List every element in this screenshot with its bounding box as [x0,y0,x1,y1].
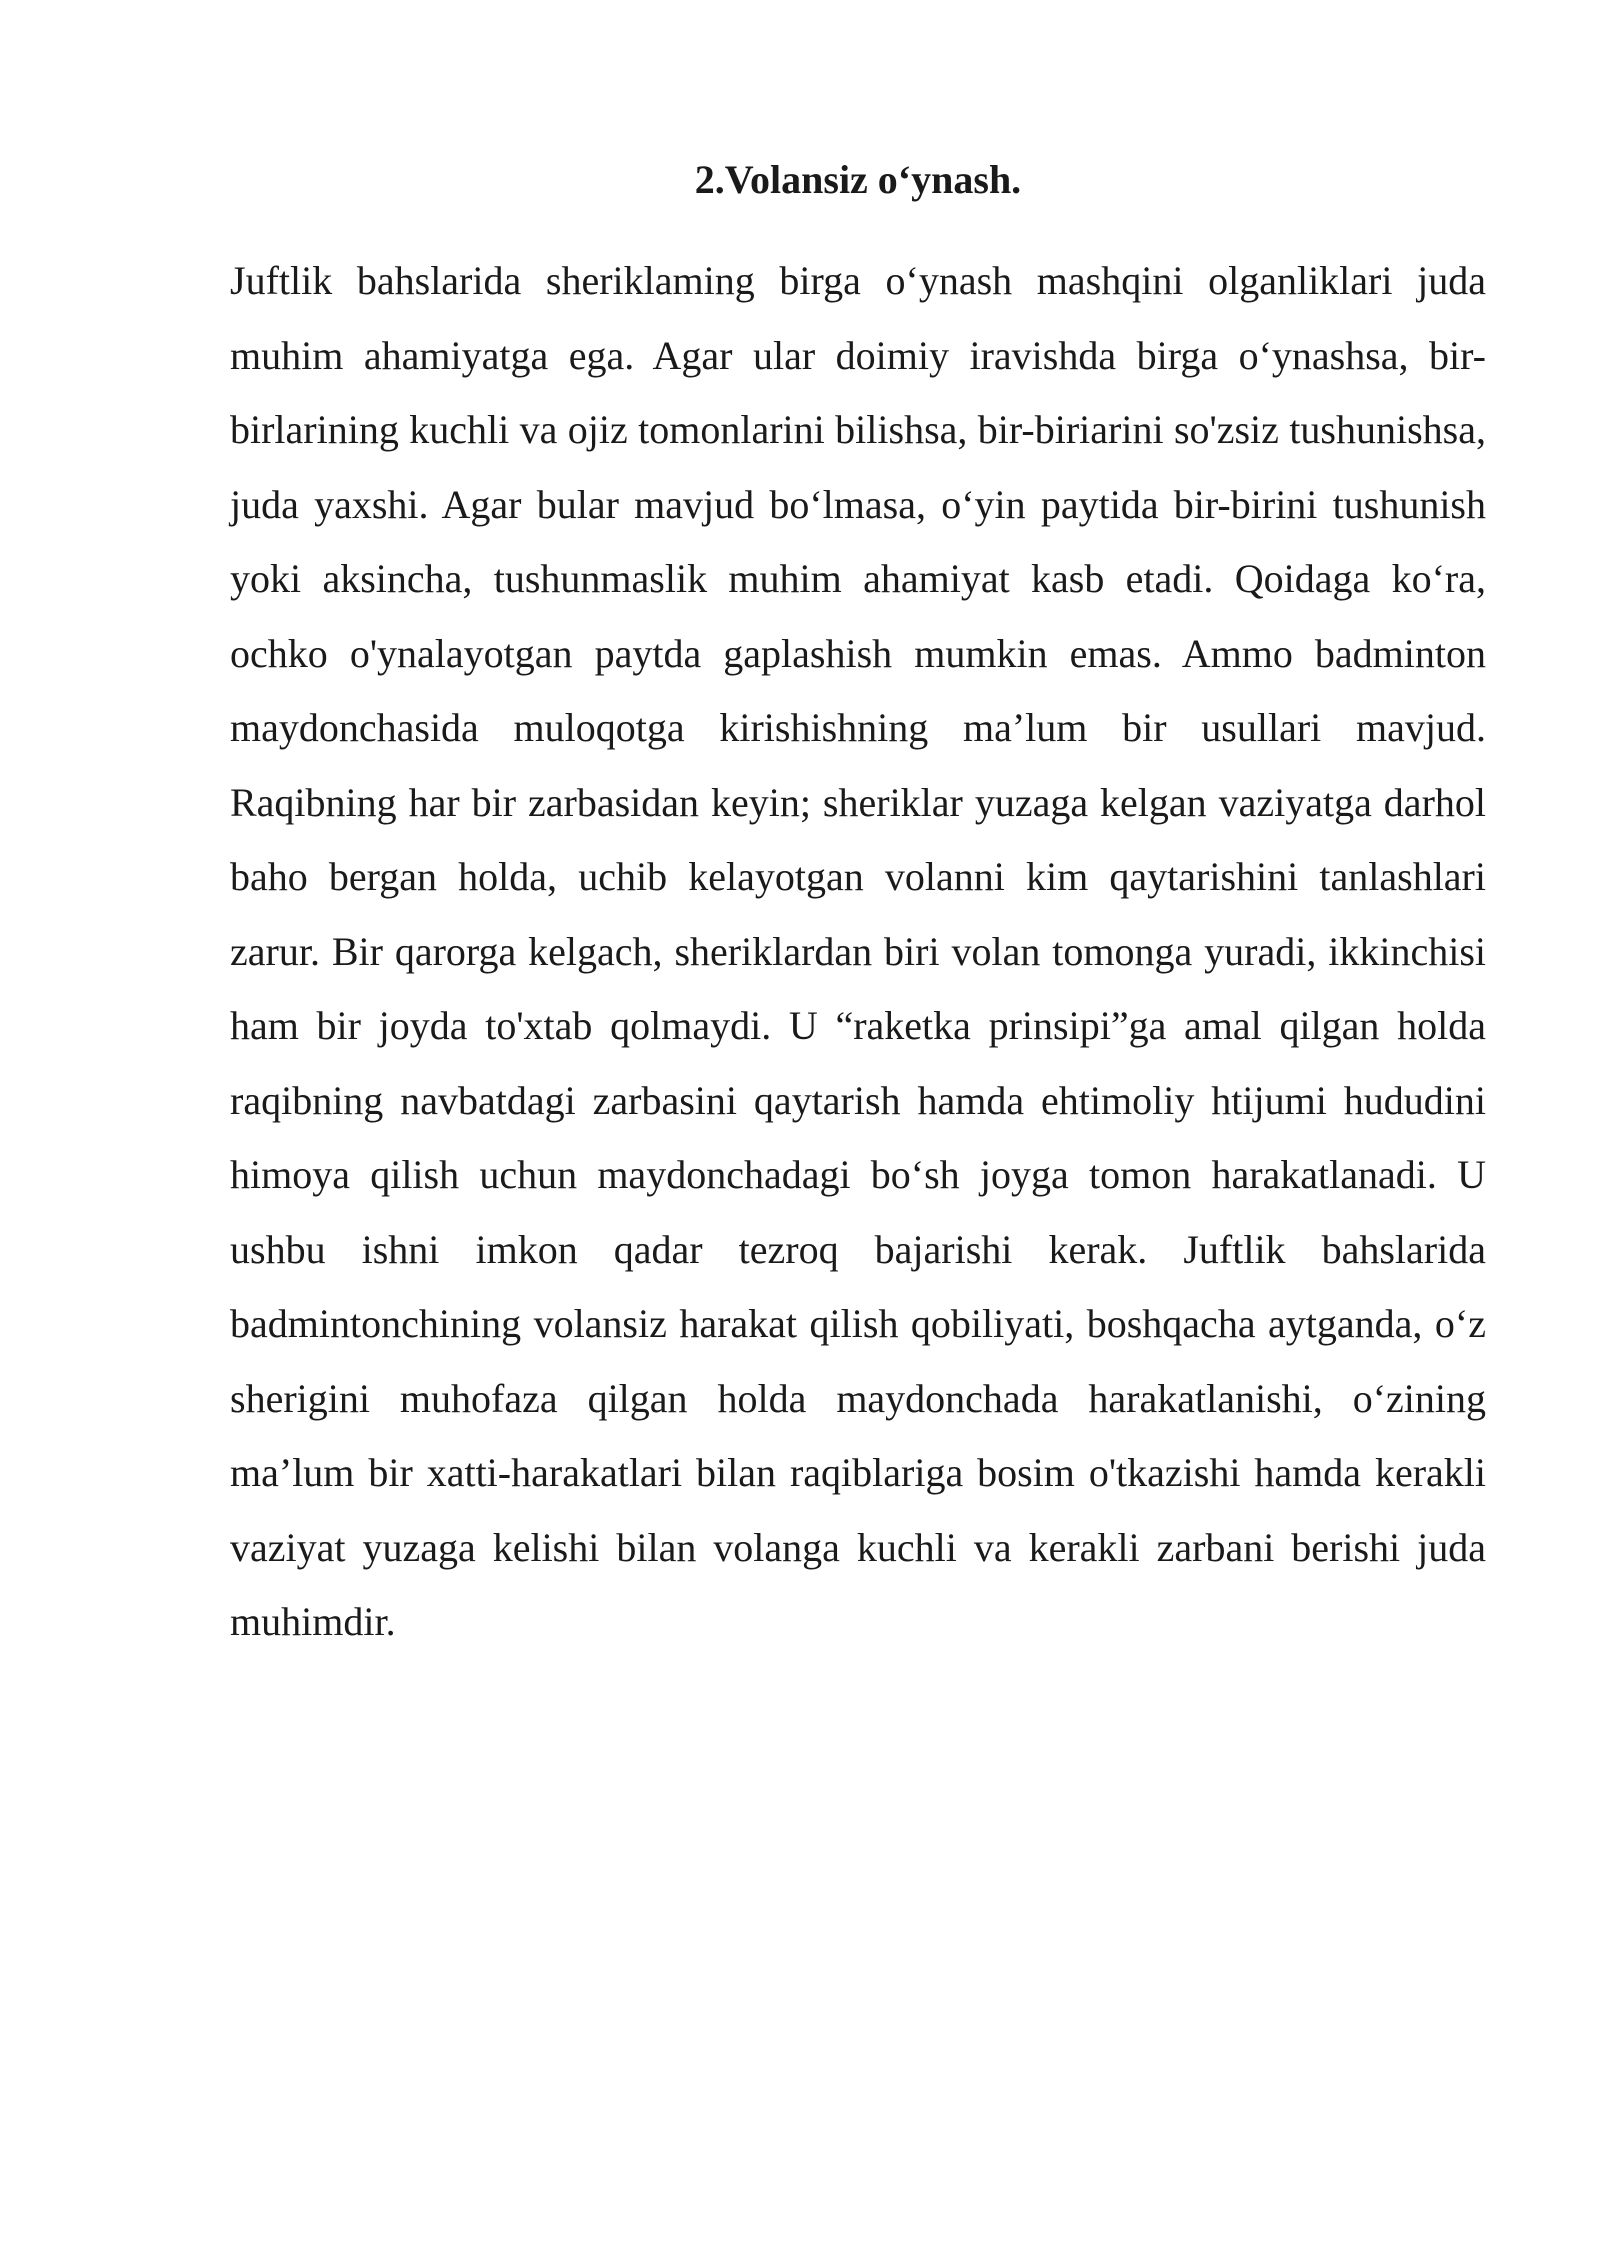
body-paragraph: Juftlik bahslarida sheriklaming birga o‘ynash mashqini olganliklari juda muhim ahamiyatga ega. Agar ular doimiy iravishda birga o‘ynashsa, bir-birlarining kuchli va ojiz tomonlarini bilishsa, bir-biriarini so'zsiz tushunishsa, juda yaxshi. Agar bular mavjud bo‘lmasa, o‘yin paytida bir-birini tushunish yoki aksincha, tushunmaslik muhim ahamiyat kasb etadi. Qoidaga ko‘ra, ochko o'ynalayotgan paytda gaplashish mumkin emas. Ammo badminton maydonchasida muloqotga kirishishning ma’lum bir usullari mavjud. Raqibning har bir zarbasidan keyin; sheriklar yuzaga kelgan vaziyatga darhol baho bergan holda, uchib kelayotgan volanni kim qaytarishini tanlashlari zarur. Bir qarorga kelgach, sheriklardan biri volan tomonga yuradi, ikkinchisi ham bir joyda to'xtab qolmaydi. U “raketka prinsipi”ga amal qilgan holda raqibning navbatdagi zarbasini qaytarish hamda ehtimoliy htijumi hududini himoya qilish uchun maydonchadagi bo‘sh joyga tomon harakatlanadi. U ushbu ishni imkon qadar tezroq bajarishi kerak. Juftlik bahslarida badmintonchining volansiz harakat qilish qobiliyati, boshqacha aytganda, o‘z sherigini muhofaza qilgan holda maydonchada harakatlanishi, o‘zining ma’lum bir xatti-harakatlari bilan raqiblariga bosim o'tkazishi hamda kerakli vaziyat yuzaga kelishi bilan volanga kuchli va kerakli zarbani berishi juda muhimdir. [230,258,1486,1644]
section-title: 2.Volansiz o‘ynash. [694,157,1022,202]
